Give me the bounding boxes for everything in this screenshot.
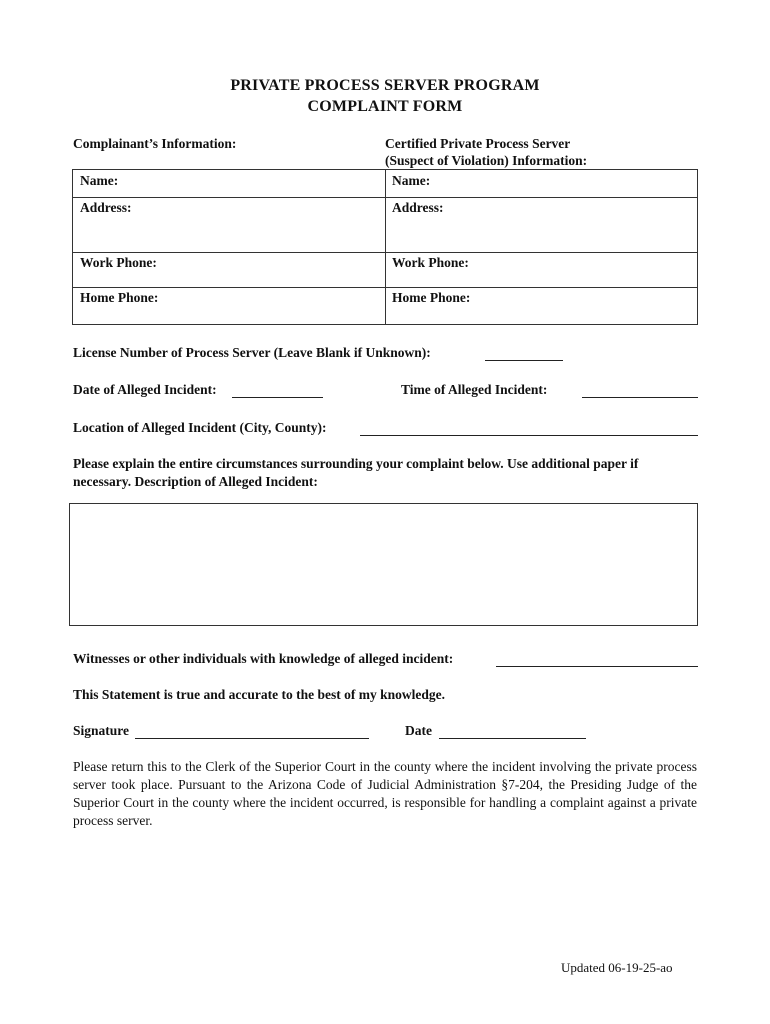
table-row-divider	[73, 252, 697, 253]
explain-instructions-line1: Please explain the entire circumstances surrounding your complaint below. Use additional paper if	[73, 456, 639, 471]
incident-date-input[interactable]	[232, 397, 323, 398]
signature-date-label: Date	[405, 723, 432, 738]
incident-location-label: Location of Alleged Incident (City, County):	[73, 420, 327, 435]
signature-date-input[interactable]	[439, 738, 586, 739]
license-number-label: License Number of Process Server (Leave Blank if Unknown):	[73, 345, 431, 360]
return-instructions: Please return this to the Clerk of the Superior Court in the county where the incident involving the private process server took place. Pursuant to the Arizona Code of Judicial Administration §7-204, the Presiding Judge of the Superior Court in the county where the incident occurred, is responsible for handling a complaint against a private process server.	[73, 759, 697, 828]
server-work-phone-field[interactable]: Work Phone:	[392, 255, 469, 270]
incident-time-label: Time of Alleged Incident:	[401, 382, 548, 397]
table-row-divider	[73, 287, 697, 288]
server-home-phone-field[interactable]: Home Phone:	[392, 290, 471, 305]
form-title-line2: COMPLAINT FORM	[307, 98, 463, 115]
server-name-field[interactable]: Name:	[392, 173, 431, 188]
complainant-heading: Complainant’s Information:	[73, 136, 237, 151]
explain-instructions-line2: necessary. Description of Alleged Incident:	[73, 474, 318, 489]
signature-label: Signature	[73, 723, 130, 738]
table-row-divider	[73, 197, 697, 198]
form-title-line1: PRIVATE PROCESS SERVER PROGRAM	[230, 77, 540, 94]
incident-time-input[interactable]	[582, 397, 698, 398]
table-column-divider	[385, 170, 386, 324]
server-heading-line2: (Suspect of Violation) Information:	[385, 153, 588, 168]
signature-input[interactable]	[135, 738, 369, 739]
license-number-input[interactable]	[485, 360, 563, 361]
witnesses-label: Witnesses or other individuals with knowledge of alleged incident:	[73, 651, 454, 666]
updated-note: Updated 06-19-25-ao	[561, 960, 673, 975]
witnesses-input[interactable]	[496, 666, 698, 667]
server-address-field[interactable]: Address:	[392, 200, 444, 215]
incident-date-label: Date of Alleged Incident:	[73, 382, 217, 397]
complainant-name-field[interactable]: Name:	[80, 173, 119, 188]
attestation-statement: This Statement is true and accurate to the best of my knowledge.	[73, 687, 445, 702]
server-heading-line1: Certified Private Process Server	[385, 136, 571, 151]
info-table	[72, 169, 698, 325]
incident-location-input[interactable]	[360, 435, 698, 436]
complainant-work-phone-field[interactable]: Work Phone:	[80, 255, 157, 270]
complainant-home-phone-field[interactable]: Home Phone:	[80, 290, 159, 305]
complainant-address-field[interactable]: Address:	[80, 200, 132, 215]
incident-description-textarea[interactable]	[69, 503, 698, 626]
